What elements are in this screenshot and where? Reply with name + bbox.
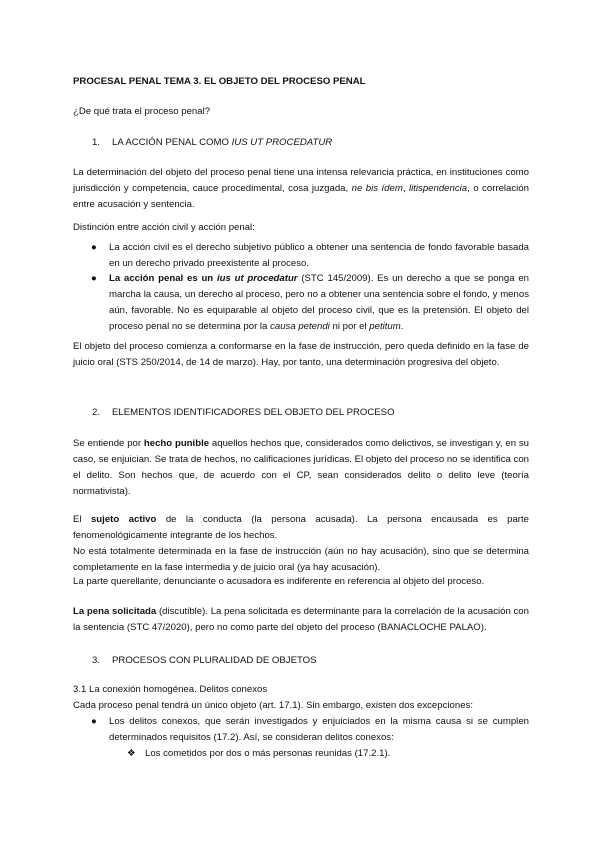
section-3-number: 3. <box>92 655 101 666</box>
paragraph-8 <box>73 604 529 636</box>
section-3-heading <box>92 655 317 667</box>
bullet-penal-bold: La acción penal es un <box>109 273 217 284</box>
bullet-penal-italic-1: causa petendi <box>270 321 330 332</box>
paragraph-4-bold: hecho punible <box>143 438 210 449</box>
section-1-number: 1. <box>92 137 101 148</box>
section-2-number: 2. <box>92 407 101 418</box>
paragraph-1-text-c: , <box>402 183 409 194</box>
paragraph-2: Distinción entre acción civil y acción penal: <box>73 222 255 233</box>
paragraph-5 <box>73 512 529 544</box>
paragraph-1 <box>73 165 529 213</box>
diamond-bullet-icon: ❖ <box>127 748 136 759</box>
paragraph-9: Cada proceso penal tendrá un único objeto (art. 17.1). Sin embargo, existen dos excepciones: <box>73 700 473 711</box>
bullet-icon: ● <box>91 242 97 253</box>
paragraph-1-text-a: La determinación del objeto del proceso penal tiene una intensa relevancia práctica, en instituciones como jurisdicción y competencia, cauce procedimental, cosa juzgada, <box>73 167 529 194</box>
bullet-penal-italic-2: petitum <box>369 321 401 332</box>
paragraph-5-text-b: de la conducta (la persona acusada). La persona encausada es parte fenomenológicamente integrante de los hechos. <box>73 514 529 541</box>
paragraph-3: El objeto del proceso comienza a conformarse en la fase de instrucción, pero queda definido en la fase de juicio oral (STS 250/2014, de 14 de marzo). Hay, por tanto, una determinación progresiva del objeto. <box>73 341 529 368</box>
bullet-connected-crimes: Los delitos conexos, que serán investigados y enjuiciados en la misma causa si se cumplen determinados requisitos (17.2). Así, se consideran delitos conexos: <box>109 716 529 743</box>
bullet-penal-action <box>109 271 529 335</box>
section-2-label: ELEMENTOS IDENTIFICADORES DEL OBJETO DEL PROCESO <box>112 407 395 418</box>
section-1-heading <box>92 137 332 149</box>
paragraph-4 <box>73 436 529 500</box>
intro-question: ¿De qué trata el proceso penal? <box>73 106 211 117</box>
section-1-label: LA ACCIÓN PENAL COMO <box>112 137 232 148</box>
bullet-civil-action: La acción civil es el derecho subjetivo público a obtener una sentencia de fondo favorable basada en un derecho privado preexistente al proceso. <box>109 242 529 269</box>
paragraph-5-bold: sujeto activo <box>90 514 157 525</box>
bullet-icon: ● <box>91 273 97 284</box>
document-title: PROCESAL PENAL TEMA 3. EL OBJETO DEL PROCESO PENAL <box>73 76 366 87</box>
bullet-penal-text-b: ni por el <box>329 321 370 332</box>
section-3-label: PROCESOS CON PLURALIDAD DE OBJETOS <box>112 655 317 666</box>
paragraph-1-italic-2: litispendencia <box>408 183 468 194</box>
paragraph-1-text-d: , o correlación entre acusación y sentencia. <box>73 183 529 210</box>
paragraph-8-bold: La pena solicitada <box>73 606 157 617</box>
paragraph-4-text-b: aquellos hechos que, considerados como delictivos, se investigan y, en su caso, se enjuician. Se trata de hechos, no calificaciones jurídicas. El objeto del proceso no se identifica con el delito. Son hechos que, de acuerdo con el CP, sean considerados delito o delito leve (teoría normativista). <box>73 438 529 497</box>
paragraph-1-italic-1: ne bis ídem <box>351 183 403 194</box>
bullet-icon: ● <box>91 716 97 727</box>
paragraph-6: No está totalmente determinada en la fase de instrucción (aún no hay acusación), sino que se determina completamente en la fase intermedia y de juicio oral (ya hay acusación). <box>73 546 529 573</box>
paragraph-7: La parte querellante, denunciante o acusadora es indiferente en referencia al objeto del proceso. <box>73 576 485 587</box>
bullet-penal-bold-italic: ius ut procedatur <box>216 273 298 284</box>
bullet-penal-text-a: (STC 145/2009). Es un derecho a que se ponga en marcha la causa, un derecho al proceso, pero no a obtener una sentencia sobre el fondo, y menos aún, favorable. No es equiparable al objeto del proceso civil, que es la pretensión. El objeto del proceso penal no se determina por la <box>109 273 529 332</box>
sub-bullet-persons-together: Los cometidos por dos o más personas reunidas (17.2.1). <box>145 748 391 759</box>
paragraph-8-text-a: (discutible). La pena solicitada es determinante para la correlación de la acusación con la sentencia (STC 47/2020), pero no como parte del objeto del proceso (BANACLOCHE PALAO). <box>73 606 529 633</box>
paragraph-4-text-a: Se entiende por <box>73 438 144 449</box>
paragraph-5-text-a: El <box>73 514 91 525</box>
bullet-penal-text-c: . <box>400 321 404 332</box>
section-2-heading <box>92 407 395 419</box>
section-1-label-italic: IUS UT PROCEDATUR <box>231 137 333 148</box>
subsection-3-1-heading: 3.1 La conexión homogénea. Delitos conexos <box>73 684 268 695</box>
